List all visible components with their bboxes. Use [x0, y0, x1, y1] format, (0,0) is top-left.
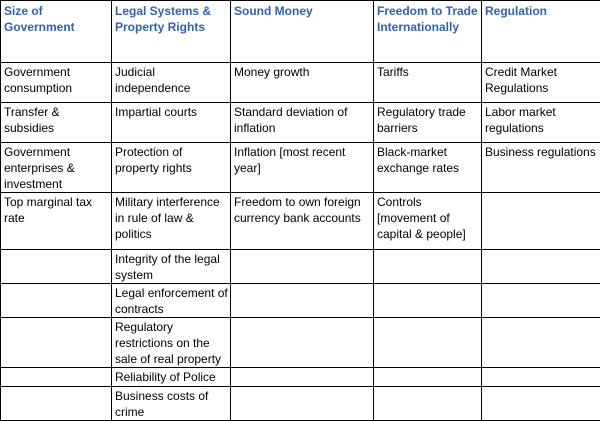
table-row: [1, 63, 600, 103]
table-cell: Impartial courts: [112, 103, 231, 143]
header-freedom-to-trade: Freedom to Trade Internationally: [374, 1, 482, 63]
header-sound-money: Sound Money: [231, 1, 374, 63]
table-cell: Business regulations: [482, 143, 600, 193]
table-body: [1, 63, 600, 421]
table-cell: Top marginal tax rate: [1, 193, 112, 250]
table-row: [1, 318, 600, 368]
table-cell: [482, 284, 600, 318]
table-cell: [1, 250, 112, 284]
table-cell: [374, 368, 482, 387]
table-cell: [231, 250, 374, 284]
table-cell: Government enterprises & investment: [1, 143, 112, 193]
table-row: [1, 284, 600, 318]
header-legal-systems: Legal Systems & Property Rights: [112, 1, 231, 63]
table-cell: [374, 284, 482, 318]
header-row: [1, 1, 600, 63]
table-cell: Regulatory trade barriers: [374, 103, 482, 143]
table-cell: Money growth: [231, 63, 374, 103]
table-row: [1, 193, 600, 250]
table-cell: [231, 318, 374, 368]
table-row: [1, 368, 600, 387]
table-cell: [231, 387, 374, 421]
table-cell: [482, 368, 600, 387]
table-row: [1, 250, 600, 284]
table-cell: [374, 250, 482, 284]
table-cell: Legal enforcement of contracts: [112, 284, 231, 318]
table-row: [1, 387, 600, 421]
table-cell: [231, 368, 374, 387]
table-cell: Military interference in rule of law & politics: [112, 193, 231, 250]
table-cell: Judicial independence: [112, 63, 231, 103]
table-cell: [231, 284, 374, 318]
table-cell: Freedom to own foreign currency bank accounts: [231, 193, 374, 250]
table-row: [1, 103, 600, 143]
table-cell: Tariffs: [374, 63, 482, 103]
table-cell: [482, 387, 600, 421]
table-row: [1, 143, 600, 193]
table-cell: [1, 318, 112, 368]
table-cell: [482, 250, 600, 284]
table-cell: Black-market exchange rates: [374, 143, 482, 193]
header-regulation: Regulation: [482, 1, 600, 63]
header-size-of-government: Size of Government: [1, 1, 112, 63]
table-cell: Business costs of crime: [112, 387, 231, 421]
table-cell: [1, 284, 112, 318]
table-cell: Reliability of Police: [112, 368, 231, 387]
table-cell: Transfer & subsidies: [1, 103, 112, 143]
table-cell: Government consumption: [1, 63, 112, 103]
table-cell: [374, 387, 482, 421]
table-cell: [1, 368, 112, 387]
table-cell: Regulatory restrictions on the sale of real property: [112, 318, 231, 368]
table-cell: [1, 387, 112, 421]
table-cell: [374, 318, 482, 368]
table-cell: Inflation [most recent year]: [231, 143, 374, 193]
table-cell: Credit Market Regulations: [482, 63, 600, 103]
table-cell: Controls [movement of capital & people]: [374, 193, 482, 250]
table-cell: [482, 193, 600, 250]
table-cell: Standard deviation of inflation: [231, 103, 374, 143]
table-cell: Labor market regulations: [482, 103, 600, 143]
table-cell: Integrity of the legal system: [112, 250, 231, 284]
table-cell: Protection of property rights: [112, 143, 231, 193]
table-cell: [482, 318, 600, 368]
